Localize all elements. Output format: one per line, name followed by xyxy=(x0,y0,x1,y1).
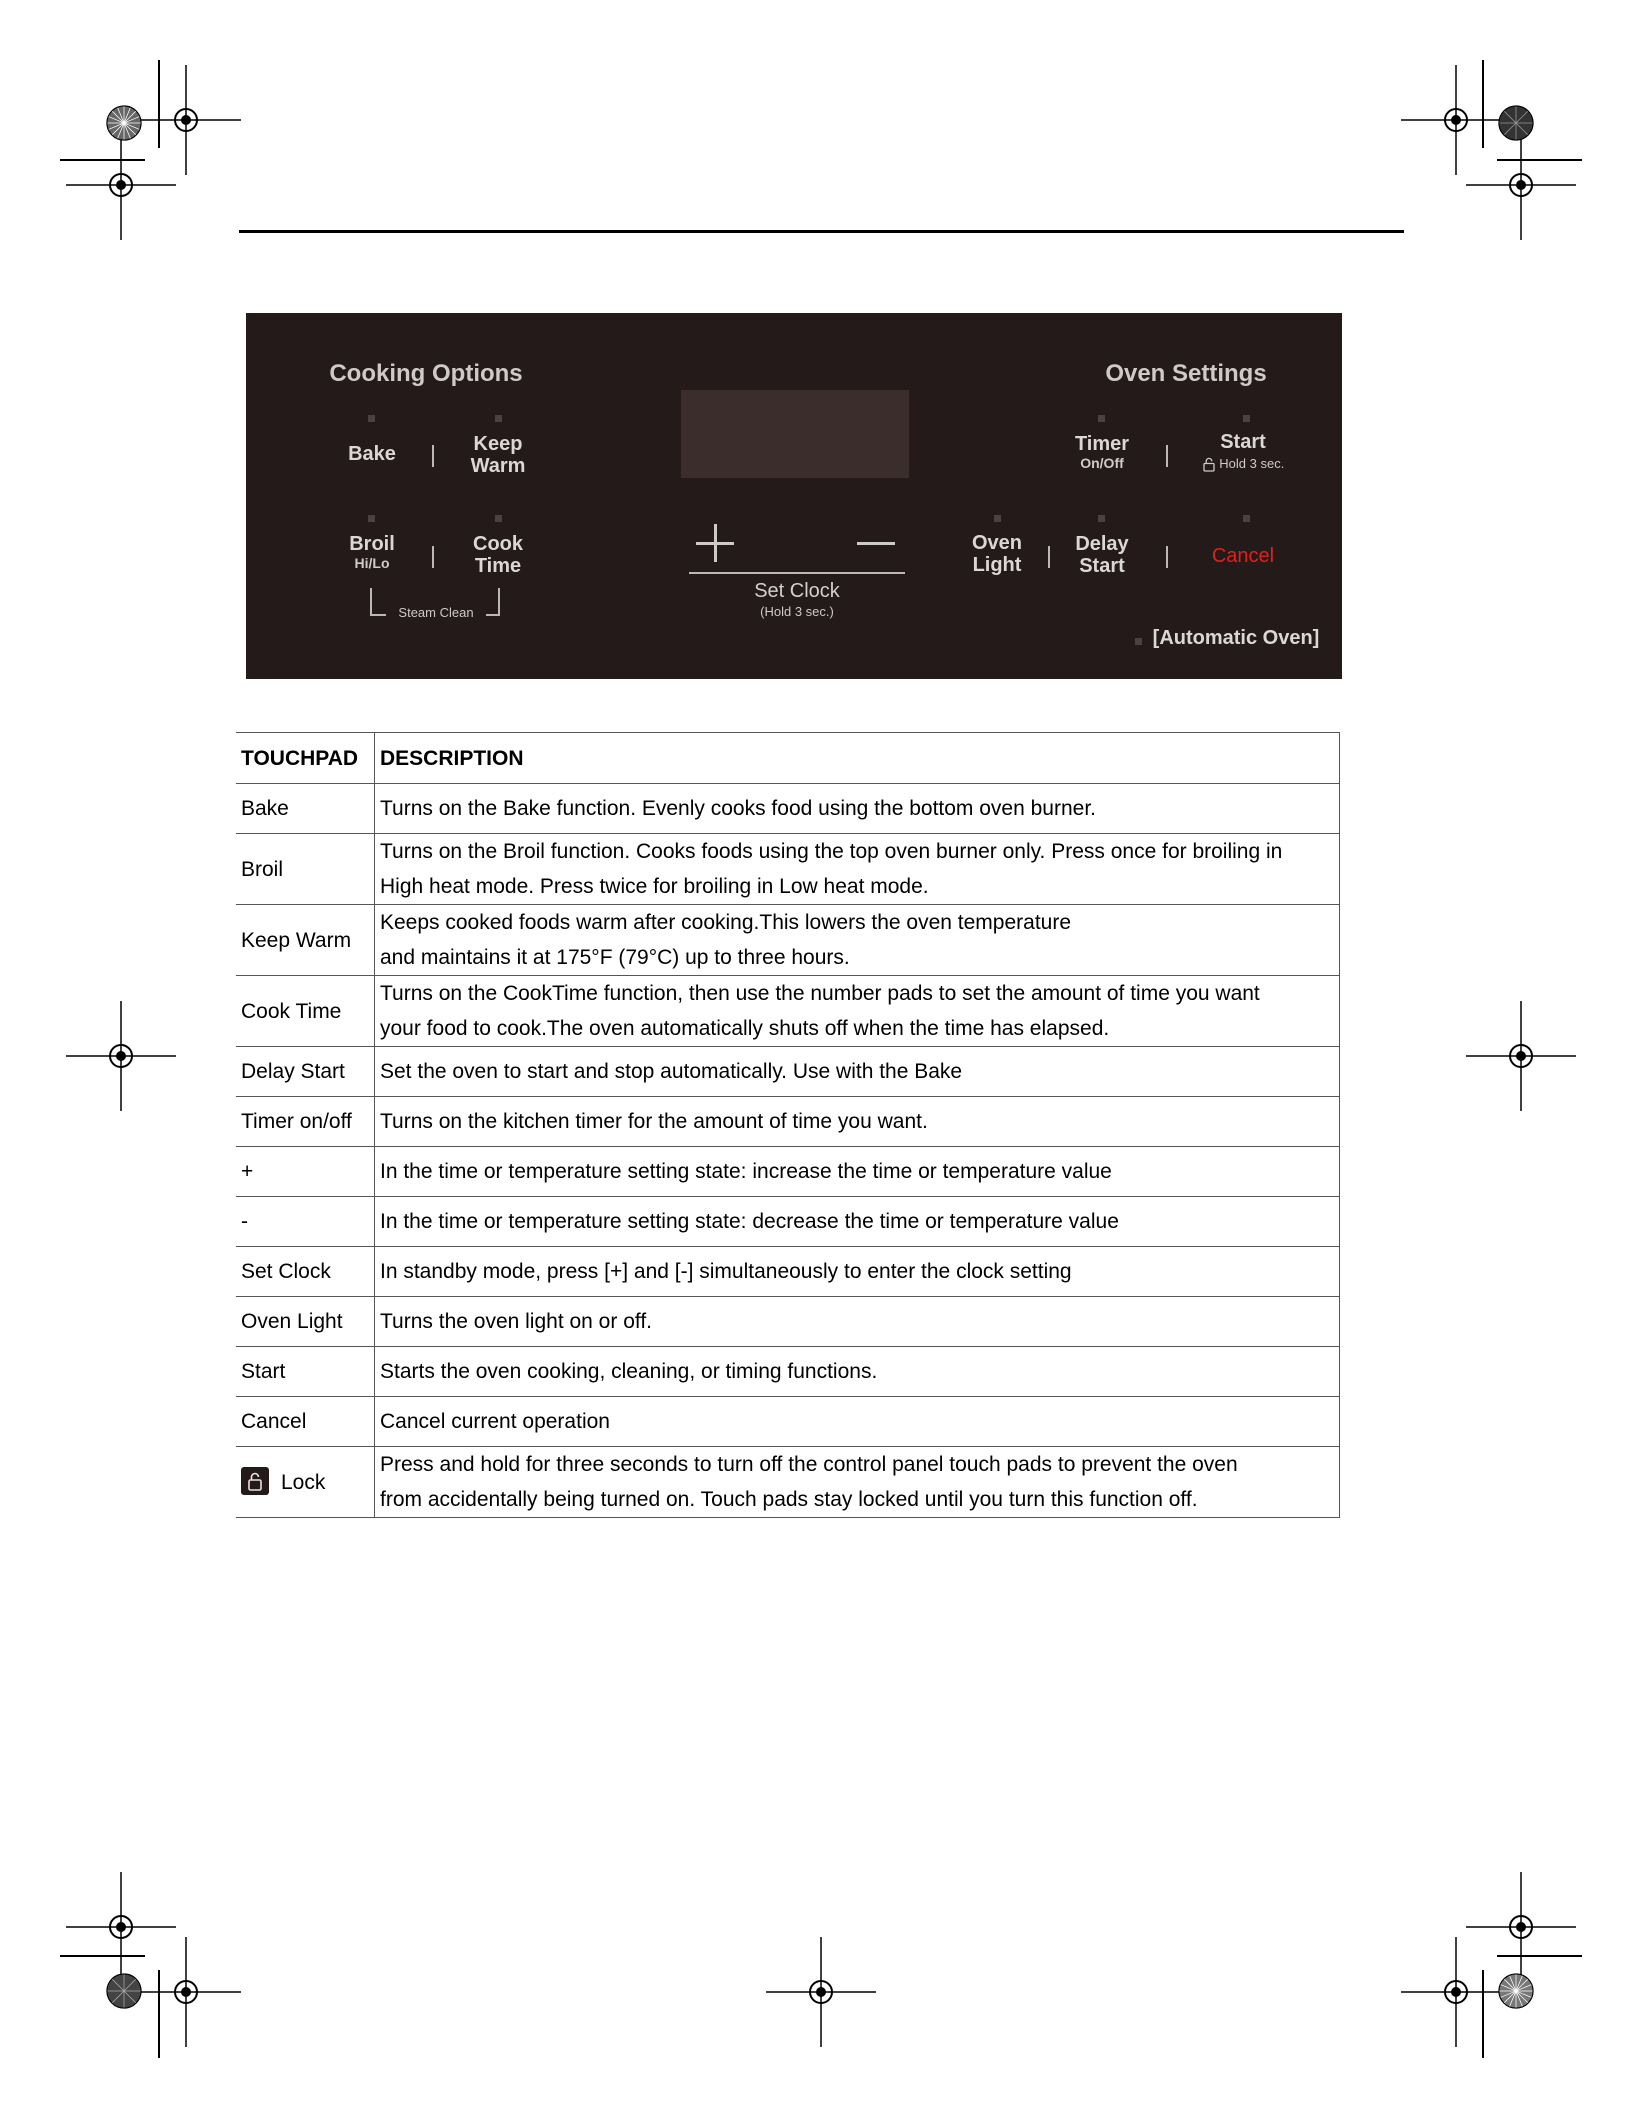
color-target-bottom-left xyxy=(105,1972,143,2010)
cooking-options-heading: Cooking Options xyxy=(329,360,523,387)
description-line: Keeps cooked foods warm after cooking.This lowers the oven temperature xyxy=(380,911,1072,934)
indicator-light xyxy=(1135,638,1142,645)
indicator-light xyxy=(1243,515,1250,522)
lock-icon xyxy=(1202,457,1216,472)
trim-line xyxy=(158,60,160,148)
indicator-light xyxy=(994,515,1001,522)
oven-settings-heading: Oven Settings xyxy=(1105,360,1267,387)
broil-sublabel: Hi/Lo xyxy=(354,554,390,571)
set-clock-label: Set Clock xyxy=(754,580,840,602)
set-clock-divider xyxy=(689,572,905,574)
table-header-row xyxy=(236,733,1340,784)
set-clock-button[interactable] xyxy=(689,581,905,619)
touchpad-description-table xyxy=(236,732,1340,1518)
trim-line xyxy=(60,159,145,161)
description-line: Set the oven to start and stop automatically. Use with the Bake xyxy=(380,1060,963,1083)
lock-label: Lock xyxy=(281,1470,326,1494)
plus-button[interactable] xyxy=(691,518,741,568)
indicator-light xyxy=(368,515,375,522)
touchpad-cell-lock xyxy=(236,1447,375,1518)
header-rule xyxy=(239,230,1404,233)
description-cell xyxy=(375,1247,1340,1297)
table-row xyxy=(236,1147,1340,1197)
trim-line xyxy=(60,1955,145,1957)
table-row xyxy=(236,976,1340,1047)
description-cell xyxy=(375,1397,1340,1447)
description-line: Turns on the CookTime function, then use the number pads to set the amount of time you want xyxy=(380,982,1260,1005)
registration-mark-left-middle xyxy=(66,1001,176,1111)
description-cell xyxy=(375,976,1340,1047)
minus-icon xyxy=(857,542,895,545)
registration-mark-right-middle xyxy=(1466,1001,1576,1111)
table-row xyxy=(236,1397,1340,1447)
description-line: Turns the oven light on or off. xyxy=(380,1310,652,1333)
description-cell xyxy=(375,1047,1340,1097)
plus-icon-v xyxy=(714,524,717,562)
broil-label: Broil xyxy=(349,533,395,555)
description-cell xyxy=(375,834,1340,905)
cook-time-button[interactable] xyxy=(443,534,553,577)
trim-line xyxy=(1497,159,1582,161)
cook-time-label-line1: Cook xyxy=(473,533,523,555)
description-cell xyxy=(375,1197,1340,1247)
start-sublabel-row xyxy=(1178,457,1308,472)
color-target-top-left xyxy=(105,104,143,142)
oven-light-label-line2: Light xyxy=(972,553,1022,576)
description-cell xyxy=(375,1447,1340,1518)
set-clock-sublabel: (Hold 3 sec.) xyxy=(760,603,834,619)
start-sublabel: Hold 3 sec. xyxy=(1219,455,1285,471)
indicator-light xyxy=(495,415,502,422)
column-header-description: DESCRIPTION xyxy=(375,733,1340,784)
delay-start-button[interactable] xyxy=(1047,534,1157,577)
indicator-light xyxy=(495,515,502,522)
start-button[interactable] xyxy=(1178,432,1308,472)
touchpad-cell: Set Clock xyxy=(236,1247,375,1297)
start-label: Start xyxy=(1220,431,1266,453)
description-cell xyxy=(375,1147,1340,1197)
timer-button[interactable] xyxy=(1047,434,1157,471)
separator xyxy=(432,546,434,568)
keep-warm-button[interactable] xyxy=(443,434,553,477)
color-target-top-right xyxy=(1497,104,1535,142)
timer-label: Timer xyxy=(1074,433,1130,455)
oven-control-panel xyxy=(246,313,1342,679)
trim-line xyxy=(1482,1970,1484,2058)
description-line: your food to cook.The oven automatically shuts off when the time has elapsed. xyxy=(380,1017,1110,1040)
description-line: High heat mode. Press twice for broiling in Low heat mode. xyxy=(380,875,929,898)
oven-light-label-line1: Oven xyxy=(971,532,1023,554)
broil-button[interactable] xyxy=(317,534,427,571)
keep-warm-label-line1: Keep xyxy=(473,433,523,455)
touchpad-cell: Broil xyxy=(236,834,375,905)
touchpad-cell: Timer on/off xyxy=(236,1097,375,1147)
touchpad-cell: Cancel xyxy=(236,1397,375,1447)
indicator-light xyxy=(1098,415,1105,422)
table-row xyxy=(236,1347,1340,1397)
touchpad-cell: Start xyxy=(236,1347,375,1397)
table-row xyxy=(236,784,1340,834)
indicator-light xyxy=(1243,415,1250,422)
touchpad-cell: Oven Light xyxy=(236,1297,375,1347)
indicator-light xyxy=(1098,515,1105,522)
table-row xyxy=(236,1047,1340,1097)
description-line: Starts the oven cooking, cleaning, or timing functions. xyxy=(380,1360,878,1383)
color-target-bottom-right xyxy=(1497,1972,1535,2010)
touchpad-cell: Bake xyxy=(236,784,375,834)
keep-warm-label-line2: Warm xyxy=(470,454,526,477)
description-line: In standby mode, press [+] and [-] simultaneously to enter the clock setting xyxy=(380,1260,1072,1283)
bake-button[interactable]: Bake xyxy=(348,443,396,465)
cook-time-label-line2: Time xyxy=(474,554,522,577)
description-line: from accidentally being turned on. Touch pads stay locked until you turn this function off. xyxy=(380,1488,1198,1511)
separator xyxy=(1166,546,1168,568)
table-row xyxy=(236,834,1340,905)
separator xyxy=(432,445,434,467)
trim-line xyxy=(1482,60,1484,148)
touchpad-cell: - xyxy=(236,1197,375,1247)
automatic-oven-label: [Automatic Oven] xyxy=(1152,627,1320,649)
description-line: Turns on the Broil function. Cooks foods using the top oven burner only. Press once for broiling in xyxy=(380,840,1283,863)
separator xyxy=(1166,445,1168,467)
description-cell xyxy=(375,1097,1340,1147)
touchpad-cell: + xyxy=(236,1147,375,1197)
registration-mark-bottom-center xyxy=(766,1937,876,2047)
table-row xyxy=(236,1297,1340,1347)
column-header-touchpad: TOUCHPAD xyxy=(236,733,375,784)
steam-clean-label: Steam Clean xyxy=(386,606,486,620)
oven-light-button[interactable] xyxy=(942,533,1052,576)
description-line: Cancel current operation xyxy=(380,1410,610,1433)
timer-sublabel: On/Off xyxy=(1080,454,1124,471)
cancel-button[interactable]: Cancel xyxy=(1211,545,1275,567)
touchpad-cell: Cook Time xyxy=(236,976,375,1047)
description-cell xyxy=(375,905,1340,976)
table-row xyxy=(236,1197,1340,1247)
minus-button[interactable] xyxy=(852,518,902,568)
display-window xyxy=(681,390,909,478)
table-row xyxy=(236,1247,1340,1297)
delay-start-label-line2: Start xyxy=(1079,554,1125,577)
registration-mark-bottom-left xyxy=(131,1937,241,2047)
description-line: and maintains it at 175°F (79°C) up to three hours. xyxy=(380,946,850,969)
description-line: Turns on the Bake function. Evenly cooks food using the bottom oven burner. xyxy=(380,797,1096,820)
table-row xyxy=(236,905,1340,976)
description-line: Press and hold for three seconds to turn off the control panel touch pads to prevent the oven xyxy=(380,1453,1238,1476)
description-line: Turns on the kitchen timer for the amount of time you want. xyxy=(380,1110,928,1133)
table-row xyxy=(236,1447,1340,1518)
description-line: In the time or temperature setting state: decrease the time or temperature value xyxy=(380,1210,1119,1233)
description-cell xyxy=(375,1297,1340,1347)
delay-start-label-line1: Delay xyxy=(1075,533,1129,555)
description-line: In the time or temperature setting state: increase the time or temperature value xyxy=(380,1160,1112,1183)
description-cell xyxy=(375,784,1340,834)
description-cell xyxy=(375,1347,1340,1397)
lock-icon xyxy=(241,1467,269,1495)
indicator-light xyxy=(368,415,375,422)
trim-line xyxy=(1497,1955,1582,1957)
table-row xyxy=(236,1097,1340,1147)
touchpad-cell: Keep Warm xyxy=(236,905,375,976)
trim-line xyxy=(158,1970,160,2058)
registration-mark-bottom-right xyxy=(1401,1937,1511,2047)
touchpad-cell: Delay Start xyxy=(236,1047,375,1097)
